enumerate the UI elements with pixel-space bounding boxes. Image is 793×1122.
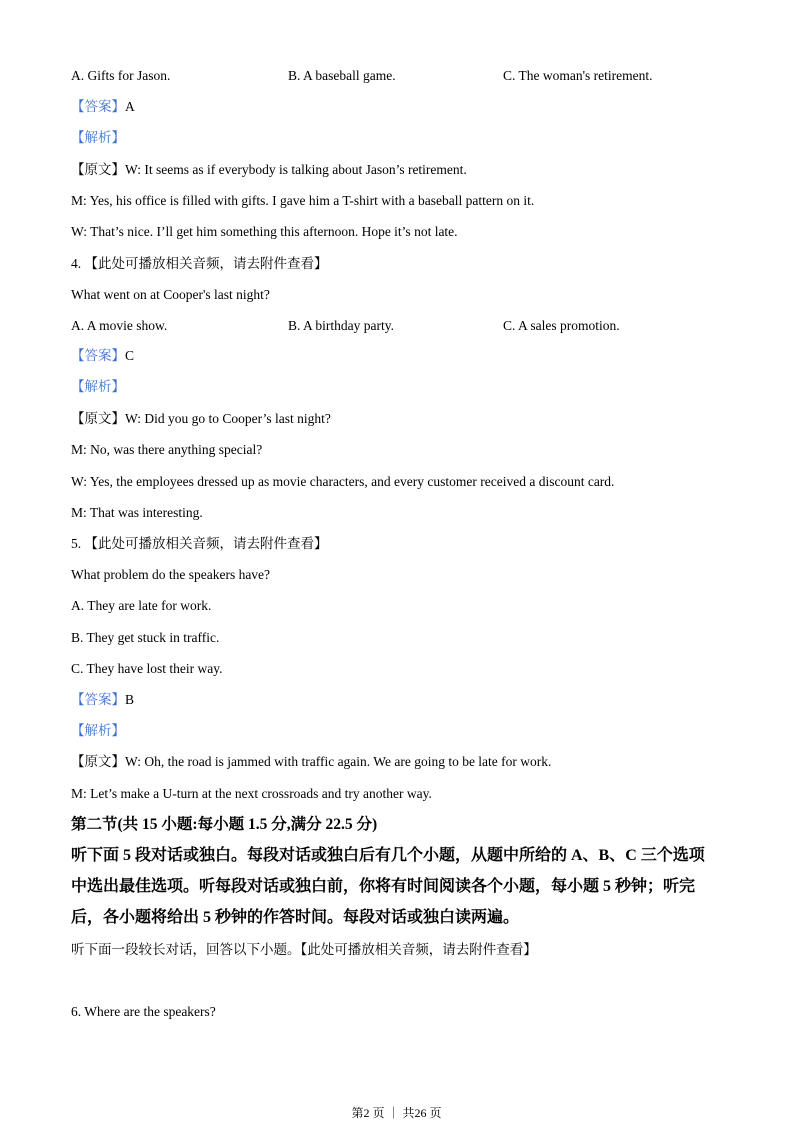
q4-answer xyxy=(71,347,134,365)
q5-answer xyxy=(71,691,134,709)
answer-value: C xyxy=(125,348,135,363)
q4-header: 4. 【此处可播放相关音频，请去附件查看】 xyxy=(71,256,328,271)
transcript-label: 【原文】 xyxy=(71,754,125,769)
answer-value: A xyxy=(125,99,135,114)
transcript-label: 【原文】 xyxy=(71,411,125,426)
q5-transcript-line xyxy=(71,753,551,771)
q3-option-b: B. A baseball game. xyxy=(288,68,396,83)
q5-dialogue-line: M: Let’s make a U-turn at the next crossroads and try another way. xyxy=(71,786,432,801)
q6-question: 6. Where are the speakers? xyxy=(71,1004,216,1019)
q4-option-a: A. A movie show. xyxy=(71,318,168,333)
q3-transcript-line xyxy=(71,161,467,179)
q4-dialogue-line: M: That was interesting. xyxy=(71,505,203,520)
transcript-label: 【原文】 xyxy=(71,162,125,177)
answer-label: 【答案】 xyxy=(71,692,125,707)
q5-option-b: B. They get stuck in traffic. xyxy=(71,630,220,645)
answer-label: 【答案】 xyxy=(71,348,125,363)
page-footer: 第2 页 ｜ 共26 页 xyxy=(351,1106,442,1120)
q3-analysis-label: 【解析】 xyxy=(71,130,125,145)
dialogue-text: W: Oh, the road is jammed with traffic again. We are going to be late for work. xyxy=(125,754,552,769)
q5-question: What problem do the speakers have? xyxy=(71,567,271,582)
q4-option-b: B. A birthday party. xyxy=(288,318,394,333)
dialogue-text: W: It seems as if everybody is talking about Jason’s retirement. xyxy=(125,162,467,177)
dialogue-text: W: Did you go to Cooper’s last night? xyxy=(125,411,331,426)
q3-option-a: A. Gifts for Jason. xyxy=(71,68,171,83)
answer-value: B xyxy=(125,692,135,707)
q5-option-c: C. They have lost their way. xyxy=(71,661,223,676)
q4-transcript-line xyxy=(71,410,331,428)
q5-analysis-label: 【解析】 xyxy=(71,723,125,738)
q3-answer xyxy=(71,98,135,116)
q4-question: What went on at Cooper's last night? xyxy=(71,287,270,302)
q3-dialogue-line: W: That’s nice. I’ll get him something this afternoon. Hope it’s not late. xyxy=(71,224,458,239)
q3-options xyxy=(71,67,711,85)
q5-option-a: A. They are late for work. xyxy=(71,598,212,613)
q4-dialogue-line: W: Yes, the employees dressed up as movie characters, and every customer received a discount card. xyxy=(71,474,615,489)
section2-instruction-line: 后，各小题将给出 5 秒钟的作答时间。每段对话或独白读两遍。 xyxy=(71,909,520,926)
section2-instruction-line: 听下面 5 段对话或独白。每段对话或独白后有几个小题，从题中所给的 A、B、C 三个选项 xyxy=(71,847,705,864)
section2-title: 第二节(共 15 小题:每小题 1.5 分,满分 22.5 分) xyxy=(71,816,378,833)
q3-option-c: C. The woman's retirement. xyxy=(503,68,653,83)
long-dialogue-note: 听下面一段较长对话，回答以下小题。【此处可播放相关音频，请去附件查看】 xyxy=(71,942,537,957)
q4-option-c: C. A sales promotion. xyxy=(503,318,620,333)
q3-dialogue-line: M: Yes, his office is filled with gifts. I gave him a T-shirt with a baseball pattern on it. xyxy=(71,193,535,208)
section2-instruction-line: 中选出最佳选项。听每段对话或独白前，你将有时间阅读各个小题，每小题 5 秒钟；听完 xyxy=(71,878,696,895)
answer-label: 【答案】 xyxy=(71,99,125,114)
q4-options xyxy=(71,317,711,335)
q4-analysis-label: 【解析】 xyxy=(71,379,125,394)
q4-dialogue-line: M: No, was there anything special? xyxy=(71,442,263,457)
q5-header: 5. 【此处可播放相关音频，请去附件查看】 xyxy=(71,536,328,551)
